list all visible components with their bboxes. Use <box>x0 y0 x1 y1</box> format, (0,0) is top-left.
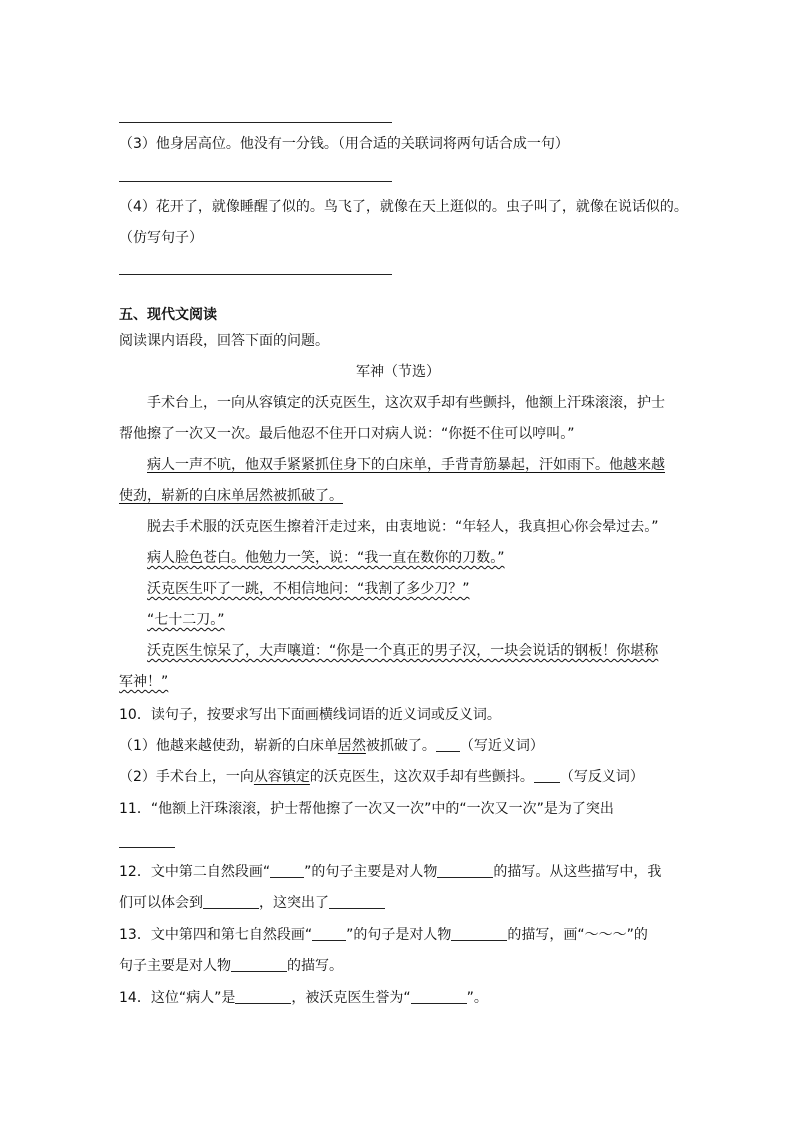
question-4-line2: （仿写句子） <box>119 230 203 246</box>
answer-blank[interactable] <box>235 989 291 1004</box>
passage-p7-line1 <box>147 641 658 661</box>
question-4-line1: （4）花开了，就像睡醒了似的。鸟飞了，就像在天上逛似的。虫子叫了，就像在说话似的。 <box>119 199 688 215</box>
q13-line2-b: 的描写。 <box>287 958 343 974</box>
question-14 <box>119 988 488 1008</box>
q13-line2-a: 句子主要是对人物 <box>119 958 231 974</box>
question-10-stem: 10．读句子，按要求写出下面画横线词语的近义词或反义词。 <box>119 707 501 723</box>
answer-line <box>119 274 392 275</box>
q10-s2-pre: （2）手术台上，一向 <box>119 769 254 785</box>
passage-p7-part-a: 沃克医生惊呆了， <box>147 643 259 659</box>
passage-p4: 病人脸色苍白。他勉力一笑，说：“我一直在数你的刀数。” <box>147 550 505 566</box>
question-3: （3）他身居高位。他没有一分钱。（用合适的关联词将两句话合成一句） <box>119 136 569 152</box>
answer-blank[interactable] <box>534 768 560 783</box>
section-heading: 五、现代文阅读 <box>119 307 217 323</box>
q10-s1-req: （写近义词） <box>459 738 544 754</box>
q10-s1-word: 居然 <box>337 738 366 754</box>
passage-p2-line2: 使劲，崭新的白床单居然被抓破了。 <box>119 488 343 504</box>
q12-part-b: ”的句子主要是对人物 <box>304 864 438 880</box>
question-12-line2 <box>119 893 385 913</box>
passage-title: 军神（节选） <box>356 364 440 380</box>
question-11: 11．“他额上汗珠滚滚，护士帮他擦了一次又一次”中的“一次又一次”是为了突出 <box>119 801 614 817</box>
q10-s1-post: 被抓破了。 <box>365 738 436 754</box>
answer-blank[interactable] <box>312 926 346 941</box>
passage-p2-line1: 病人一声不吭，他双手紧紧抓住身下的白床单，手背青筋暴起，汗如雨下。他越来越 <box>147 457 665 473</box>
question-10-sub2 <box>119 767 644 787</box>
section-instruction: 阅读课内语段，回答下面的问题。 <box>119 333 329 349</box>
answer-blank[interactable] <box>329 894 385 909</box>
q13-part-b: ”的句子是对人物 <box>346 927 452 943</box>
q12-line2-a: 们可以体会到 <box>119 895 203 911</box>
q14-part-a: 14．这位“病人”是 <box>119 990 236 1006</box>
q12-line2-b: ，这突出了 <box>259 895 329 911</box>
q14-part-c: ”。 <box>466 990 488 1006</box>
q13-part-c: 的描写，画“～～～”的 <box>507 927 648 943</box>
answer-line <box>119 122 392 123</box>
question-12-line1 <box>119 862 661 882</box>
answer-blank[interactable] <box>451 926 507 941</box>
passage-p1-line2: 帮他擦了一次又一次。最后他忍不住开口对病人说：“你挺不住可以哼叫。” <box>119 426 575 442</box>
answer-line <box>119 847 175 848</box>
q10-s2-req: （写反义词） <box>559 769 644 785</box>
answer-blank[interactable] <box>437 863 493 878</box>
q12-part-a: 12．文中第二自然段画“ <box>119 864 271 880</box>
answer-blank[interactable] <box>270 863 304 878</box>
passage-p5: 沃克医生吓了一跳，不相信地问：“我割了多少刀？” <box>147 581 470 597</box>
passage-p3: 脱去手术服的沃克医生擦着汗走过来，由衷地说：“年轻人，我真担心你会晕过去。” <box>147 519 659 535</box>
q10-s2-post: 的沃克医生，这次双手却有些颤抖。 <box>309 769 534 785</box>
question-13-line1 <box>119 925 648 945</box>
question-13-line2 <box>119 956 343 976</box>
answer-blank[interactable] <box>411 989 467 1004</box>
q10-s2-word: 从容镇定 <box>253 769 310 785</box>
q13-part-a: 13．文中第四和第七自然段画“ <box>119 927 313 943</box>
passage-p6: “七十二刀。” <box>147 612 225 628</box>
q12-part-c: 的描写。从这些描写中，我 <box>493 864 662 880</box>
q10-s1-pre: （1）他越来越使劲，崭新的白床单 <box>119 738 338 754</box>
q14-part-b: ，被沃克医生誉为“ <box>291 990 411 1006</box>
answer-blank[interactable] <box>203 894 259 909</box>
answer-line <box>119 181 392 182</box>
answer-blank[interactable] <box>436 737 460 752</box>
passage-p7-line2: 军神！” <box>119 674 169 690</box>
answer-blank[interactable] <box>231 957 287 972</box>
passage-p1-line1: 手术台上，一向从容镇定的沃克医生，这次双手却有些颤抖，他额上汗珠滚滚，护士 <box>147 395 665 411</box>
question-10-sub1 <box>119 736 544 756</box>
passage-p7-part-b: 大声嚷道：“你是一个真正的男子汉，一块会说话的钢板！你堪称 <box>259 643 659 659</box>
